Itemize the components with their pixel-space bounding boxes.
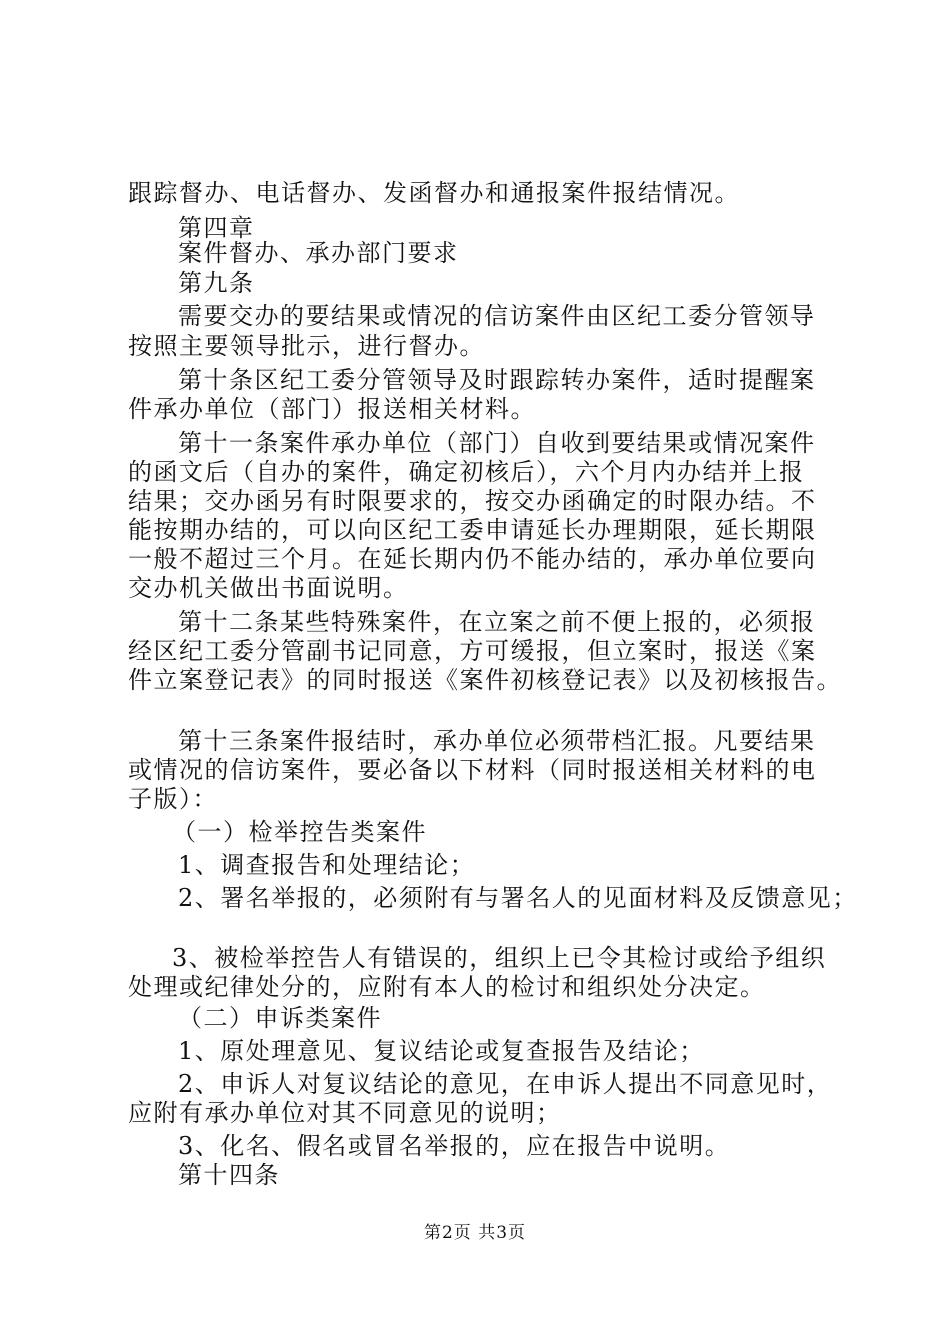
text-line: 需要交办的要结果或情况的信访案件由区纪工委分管领导 <box>178 302 816 330</box>
chapter-number: 第四章 <box>178 214 255 242</box>
list-item: 2、署名举报的，必须附有与署名人的见面材料及反馈意见； <box>178 884 858 912</box>
list-item: 1、原处理意见、复议结论或复查报告及结论； <box>178 1037 705 1065</box>
text-line: 应附有承办单位对其不同意见的说明； <box>128 1099 562 1127</box>
list-item: 3、化名、假名或冒名举报的，应在报告中说明。 <box>178 1132 731 1160</box>
subsection-heading: （二）申诉类案件 <box>178 1004 382 1032</box>
text-line: 处理或纪律处分的，应附有本人的检讨和组织处分决定。 <box>128 973 766 1001</box>
text-line: 结果；交办函另有时限要求的，按交办函确定的时限办结。不 <box>128 487 817 515</box>
article-heading: 第九条 <box>178 269 255 297</box>
list-item: 2、申诉人对复议结论的意见，在申诉人提出不同意见时， <box>178 1070 833 1098</box>
page-number: 第2页 共3页 <box>423 1223 527 1243</box>
text-line: 件承办单位（部门）报送相关材料。 <box>128 395 536 423</box>
text-line: 经区纪工委分管副书记同意，方可缓报，但立案时，报送《案 <box>128 637 817 665</box>
text-line: 第十二条某些特殊案件，在立案之前不便上报的，必须报 <box>178 608 816 636</box>
list-item: 3、被检举控告人有错误的，组织上已令其检讨或给予组织 <box>172 944 827 972</box>
text-line: 交办机关做出书面说明。 <box>128 574 409 602</box>
text-line: 第十三条案件报结时，承办单位必须带档汇报。凡要结果 <box>178 727 816 755</box>
text-line: 跟踪督办、电话督办、发函督办和通报案件报结情况。 <box>128 179 740 207</box>
text-line: 或情况的信访案件，要必备以下材料（同时报送相关材料的电 <box>128 756 817 784</box>
text-line: 件立案登记表》的同时报送《案件初核登记表》以及初核报告。 <box>128 666 842 694</box>
subsection-heading: （一）检举控告类案件 <box>172 818 427 846</box>
article-heading: 第十四条 <box>178 1161 280 1189</box>
chapter-title: 案件督办、承办部门要求 <box>178 239 459 267</box>
text-line: 第十一条案件承办单位（部门）自收到要结果或情况案件 <box>178 429 816 457</box>
text-line: 能按期办结的，可以向区纪工委申请延长办理期限，延长期限 <box>128 516 817 544</box>
text-line: 子版）： <box>128 785 218 813</box>
text-line: 按照主要领导批示，进行督办。 <box>128 332 485 360</box>
text-line: 一般不超过三个月。在延长期内仍不能办结的，承办单位要向 <box>128 545 817 573</box>
text-line: 第十条区纪工委分管领导及时跟踪转办案件，适时提醒案 <box>178 366 816 394</box>
text-line: 的函文后（自办的案件，确定初核后），六个月内办结并上报 <box>128 458 805 486</box>
list-item: 1、调查报告和处理结论； <box>178 851 476 879</box>
